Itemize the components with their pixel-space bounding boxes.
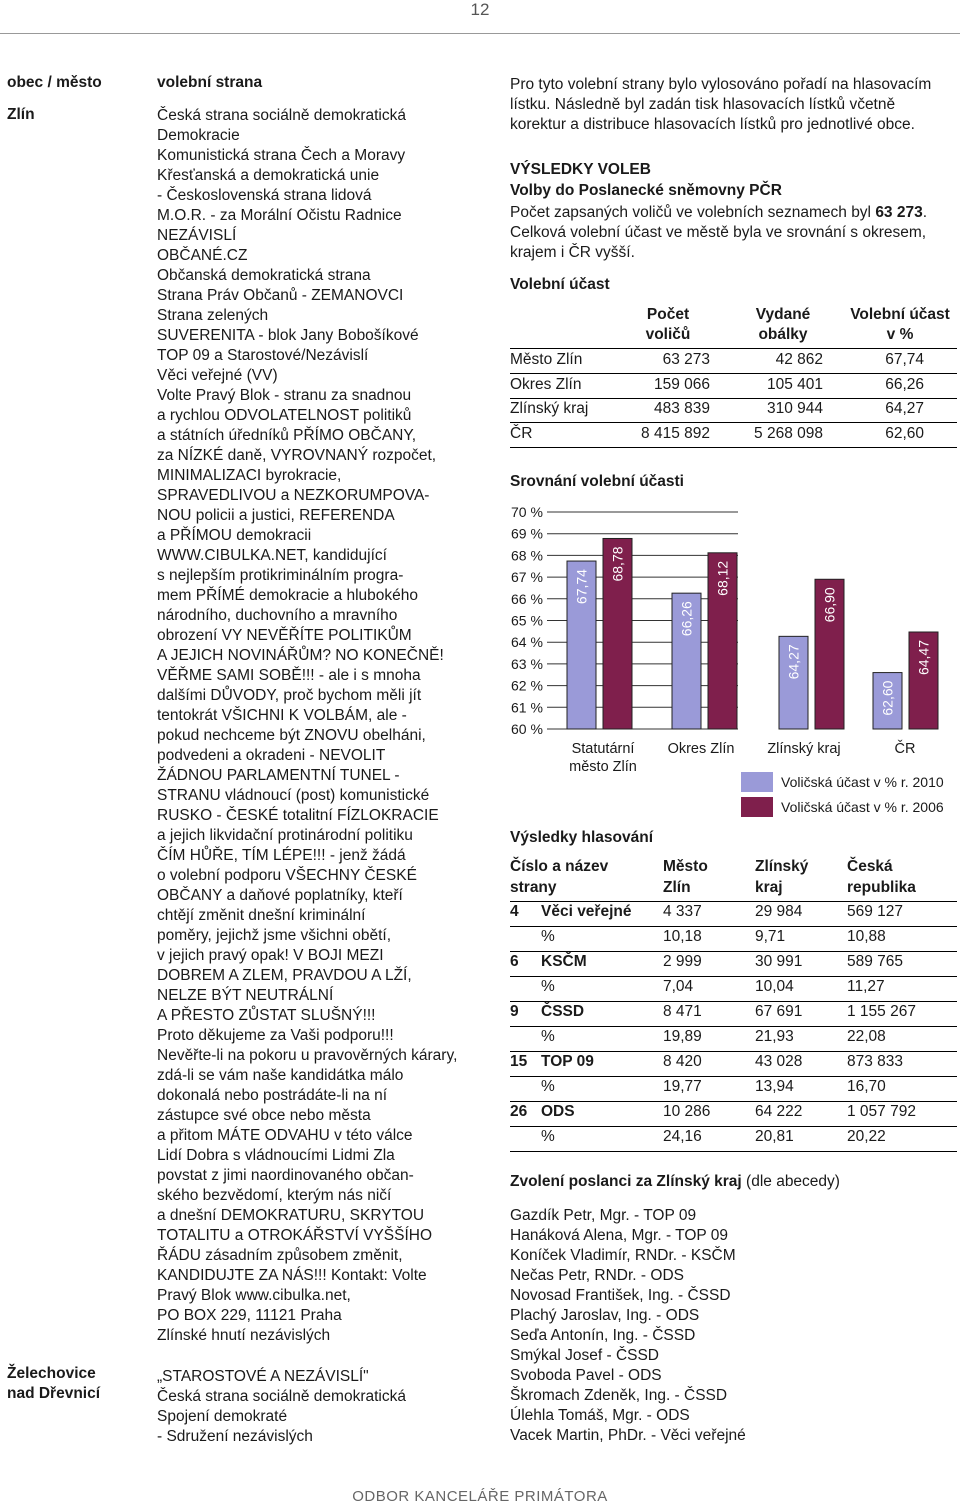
- table-rule: [510, 1076, 957, 1077]
- party-name-line: A PŘESTO ZŮSTAT SLUŠNÝ!!!: [157, 1007, 376, 1024]
- party-name-line: Křesťanská a demokratická unie: [157, 167, 380, 184]
- party-number: 6: [510, 953, 519, 970]
- pct-kraj: 9,71: [755, 928, 786, 945]
- turnout-col-pct: Volební účast v %: [850, 306, 950, 343]
- data-label: 64,47: [915, 640, 932, 676]
- party-name-line: SUVERENITA - blok Jany Bobošíkové: [157, 327, 419, 344]
- party-name-line: a státních úředníků PŘÍMO OBČANY,: [157, 427, 417, 444]
- elected-deputy: Gazdík Petr, Mgr. - TOP 09: [510, 1207, 697, 1224]
- elected-deputy: Koníček Vladimír, RNDr. - KSČM: [510, 1247, 736, 1264]
- votes-kraj: 29 984: [755, 903, 803, 920]
- party-name: ČSSD: [541, 1003, 585, 1020]
- votes-zlin: 8 420: [663, 1053, 702, 1070]
- turnout-cell-envelopes: 310 944: [766, 400, 823, 417]
- votes-cr: 1 057 792: [847, 1103, 916, 1120]
- party-name-line: RUSKO - ČESKÉ totalitní FÍZLOKRACIE: [157, 807, 439, 824]
- elected-heading: Zvolení poslanci za Zlínský kraj (dle abecedy): [510, 1173, 840, 1190]
- turnout-cell-pct: 62,60: [885, 424, 924, 442]
- party-name-line: tentokrát VŠICHNI K VOLBÁM, ale -: [157, 707, 407, 724]
- party-name-line: ŽÁDNOU PARLAMENTNÍ TUNEL -: [157, 767, 400, 784]
- table-rule: [510, 1151, 957, 1152]
- elected-deputy: Nečas Petr, RNDr. - ODS: [510, 1267, 684, 1284]
- party-name-line: mem PŘÍMÉ demokracie a hlubokého: [157, 587, 419, 604]
- table-row: [510, 398, 957, 423]
- pct-kraj: 10,04: [755, 978, 794, 995]
- y-tick-label: 60 %: [511, 721, 543, 737]
- party-table-header: Česká: [847, 858, 893, 875]
- party-name-line: chtějí změnit dnešní kriminální: [157, 907, 366, 924]
- elected-deputy: Seďa Antonín, Ing. - ČSSD: [510, 1327, 696, 1344]
- party-name-line: a PŘÍMOU demokracii: [157, 527, 312, 544]
- votes-kraj: 67 691: [755, 1003, 803, 1020]
- party-number: 15: [510, 1053, 528, 1070]
- party-name: KSČM: [541, 953, 587, 970]
- votes-cr: 569 127: [847, 903, 904, 920]
- party-name-line: zástupce své obce nebo města: [157, 1107, 371, 1124]
- pct-zlin: 7,04: [663, 978, 694, 995]
- data-label: 67,74: [573, 569, 590, 605]
- y-tick-label: 64 %: [511, 634, 543, 651]
- legend-swatch: [741, 797, 773, 817]
- party-name-line: NEZÁVISLÍ: [157, 227, 237, 244]
- party-name-line: OBČANY a daňové poplatníky, kteří: [157, 887, 403, 904]
- party-name-line: Demokracie: [157, 127, 240, 144]
- table-row: [510, 423, 957, 448]
- table-rule: [510, 1101, 957, 1102]
- top-divider: [0, 33, 960, 34]
- pct-zlin: 19,77: [663, 1078, 702, 1095]
- party-name-line: VĚŘME SAMI SOBĚ!!! - ale i s mnoha: [157, 667, 421, 684]
- party-name-line: Volte Pravý Blok - stranu za snadnou: [157, 387, 412, 404]
- party-table-header: Město: [663, 858, 708, 875]
- party-list-zlin: [157, 106, 457, 1346]
- party-name-line: MINIMALIZACI byrokracie,: [157, 467, 342, 484]
- votes-cr: 873 833: [847, 1053, 904, 1070]
- party-name-line: ŘÁDU zásadním způsobem změnit,: [157, 1247, 403, 1264]
- data-label: 66,26: [678, 601, 695, 637]
- turnout-heading: Volební účast: [510, 276, 610, 293]
- party-name: TOP 09: [541, 1053, 594, 1070]
- y-tick-label: 61 %: [511, 699, 543, 716]
- turnout-cell-envelopes: 5 268 098: [754, 424, 823, 442]
- turnout-cell-name: Zlínský kraj: [510, 400, 589, 417]
- y-tick-label: 65 %: [511, 612, 543, 629]
- party-name-line: s nejlepším protikriminálním progra-: [157, 567, 404, 584]
- party-name-line: ČÍM HŮŘE, TÍM LÉPE!!! - jenž žádá: [157, 847, 406, 864]
- y-tick-label: 67 %: [511, 569, 543, 586]
- table-rule: [510, 1026, 957, 1027]
- percent-label: %: [541, 1128, 555, 1145]
- pct-cr: 22,08: [847, 1028, 886, 1045]
- x-category-label: město Zlín: [569, 759, 637, 775]
- party-name-line: Proto děkujeme za Vaši podporu!!!: [157, 1027, 394, 1044]
- table-rule: [510, 1001, 957, 1002]
- page-number: 12: [470, 0, 490, 19]
- party-name-line: A JEJICH NOVINÁŘŮM? NO KONEČNĚ!: [157, 647, 444, 664]
- party-name-line: NOU policii a justici, REFERENDA: [157, 507, 395, 524]
- x-category-label: ČR: [894, 741, 916, 757]
- party-name-line: ského bezvědomí, kterým nás ničí: [157, 1187, 392, 1204]
- party-name-line: a přitom MÁTE ODVAHU v této válce: [157, 1127, 413, 1144]
- percent-label: %: [541, 928, 555, 945]
- elected-deputy: Novosad František, Ing. - ČSSD: [510, 1287, 731, 1304]
- votes-cr: 589 765: [847, 953, 904, 970]
- party-name-line: DOBREM A ZLEM, PRAVDOU A LŽÍ,: [157, 967, 412, 984]
- party-name-line: Lidí Dobra s vládnoucími Lidmi Zla: [157, 1147, 395, 1164]
- votes-kraj: 43 028: [755, 1053, 803, 1070]
- pct-zlin: 19,89: [663, 1028, 702, 1045]
- table-rule: [510, 1051, 957, 1052]
- y-tick-label: 69 %: [511, 525, 543, 542]
- data-label: 62,60: [879, 680, 896, 716]
- legend-label: Voličská účast v % r. 2010: [781, 774, 944, 790]
- party-name-line: a jejich likvidační protinárodní politiku: [157, 827, 413, 844]
- voters-line: Počet zapsaných voličů ve volebních seznamech byl 63 273.: [510, 204, 928, 221]
- x-category-label: Zlínský kraj: [767, 741, 841, 757]
- party-name-line: Komunistická strana Čech a Moravy: [157, 147, 406, 164]
- x-category-label: Okres Zlín: [667, 741, 735, 757]
- elected-deputy: Úlehla Tomáš, Mgr. - ODS: [510, 1407, 690, 1424]
- votes-zlin: 8 471: [663, 1003, 702, 1020]
- party-name-line: Strana Práv Občanů - ZEMANOVCI: [157, 287, 404, 304]
- header-obec: obec / město: [7, 74, 102, 91]
- pct-cr: 20,22: [847, 1128, 886, 1145]
- pct-kraj: 21,93: [755, 1028, 794, 1045]
- pct-zlin: 24,16: [663, 1128, 702, 1145]
- table-row: [510, 374, 957, 399]
- party-name-line: povstat z jimi naordinovaného občan-: [157, 1167, 414, 1184]
- y-tick-label: 63 %: [511, 655, 543, 672]
- party-table-header: Zlín: [663, 879, 691, 896]
- turnout-cell-name: Okres Zlín: [510, 375, 582, 393]
- table-rule: [510, 951, 957, 952]
- table-rule: [510, 1126, 957, 1127]
- party-name-line: - Sdružení nezávislých: [157, 1428, 313, 1445]
- party-name-line: Pravý Blok www.cibulka.net,: [157, 1287, 351, 1304]
- party-name-line: Věci veřejné (VV): [157, 367, 278, 384]
- voters-count: 63 273: [875, 204, 923, 221]
- party-table-header: Číslo a název: [510, 858, 609, 875]
- party-name-line: Spojení demokraté: [157, 1408, 288, 1425]
- turnout-cell-voters: 8 415 892: [641, 424, 710, 442]
- y-tick-label: 70 %: [511, 504, 543, 520]
- turnout-cell-voters: 63 273: [662, 351, 710, 368]
- party-name-line: dalšími DŮVODY, proč bychom měli jít: [157, 687, 422, 704]
- party-name-line: pokud nechceme být ZNOVU obelháni,: [157, 727, 426, 744]
- results-subtitle: Volby do Poslanecké sněmovny PČR: [510, 182, 782, 199]
- elected-deputy: Vacek Martin, PhDr. - Věci veřejné: [510, 1427, 746, 1444]
- footer: ODBOR KANCELÁŘE PRIMÁTORA: [352, 1488, 608, 1505]
- elected-deputy: Plachý Jaroslav, Ing. - ODS: [510, 1307, 700, 1324]
- party-name-line: Nevěřte-li na pokoru u pravověrných kárary,: [157, 1047, 458, 1064]
- turnout-cell-pct: 66,26: [885, 375, 924, 393]
- turnout-cell-name: Město Zlín: [510, 351, 583, 368]
- party-name-line: TOP 09 a Starostové/Nezávislí: [157, 347, 369, 364]
- votes-zlin: 4 337: [663, 903, 702, 920]
- y-tick-label: 68 %: [511, 547, 543, 564]
- table-row: [510, 349, 957, 374]
- elected-deputy: Smýkal Josef - ČSSD: [510, 1347, 660, 1364]
- town-zelechovice-2: nad Dřevnicí: [7, 1385, 101, 1402]
- pct-zlin: 10,18: [663, 928, 702, 945]
- party-name: Věci veřejné: [541, 903, 632, 920]
- turnout-cell-pct: 67,74: [885, 351, 924, 368]
- turnout-cell-envelopes: 42 862: [775, 351, 823, 368]
- elected-deputy: Hanáková Alena, Mgr. - TOP 09: [510, 1227, 728, 1244]
- results-title: VÝSLEDKY VOLEB: [510, 161, 651, 178]
- party-name-line: Strana zelených: [157, 307, 269, 324]
- votes-zlin: 2 999: [663, 953, 702, 970]
- data-label: 68,12: [714, 560, 731, 596]
- party-name-line: „STAROSTOVÉ A NEZÁVISLÍ": [157, 1368, 369, 1385]
- intro-line: korektur a distribuce hlasovacích lístků pro jednotlivé obce.: [510, 116, 915, 133]
- party-name-line: Občanská demokratická strana: [157, 267, 371, 284]
- votes-kraj: 30 991: [755, 953, 803, 970]
- party-name-line: obrození VY NEVĚŘÍTE POLITIKŮM: [157, 627, 412, 644]
- party-list-zelechovice: [157, 1367, 406, 1447]
- table-rule: [510, 901, 957, 902]
- pct-cr: 11,27: [847, 978, 885, 995]
- intro-line: lístku. Následně byl zadán tisk hlasovacích lístků včetně: [510, 96, 896, 113]
- party-name-line: M.O.R. - za Morální Očistu Radnice: [157, 207, 402, 224]
- party-name-line: SPRAVEDLIVOU a NEZKORUMPOVA-: [157, 487, 430, 504]
- turnout-cell-voters: 483 839: [653, 400, 710, 417]
- intro-text: [510, 75, 931, 135]
- turnout-col-envelopes: Vydané obálky: [755, 306, 811, 343]
- party-table-header: republika: [847, 879, 916, 896]
- party-name-line: Česká strana sociálně demokratická: [157, 107, 406, 124]
- party-number: 4: [510, 903, 519, 920]
- table-rule: [510, 976, 957, 977]
- party-name-line: zdá-li se vám naše kandidátka málo: [157, 1067, 404, 1084]
- party-name-line: KANDIDUJTE ZA NÁS!!! Kontakt: Volte: [157, 1267, 427, 1284]
- turnout-text-1: Celková volební účast ve městě byla ve srovnání s okresem,: [510, 224, 927, 241]
- turnout-cell-name: ČR: [510, 424, 533, 442]
- turnout-text-2: krajem i ČR vyšší.: [510, 244, 635, 261]
- data-label: 66,90: [821, 587, 838, 623]
- intro-line: Pro tyto volební strany bylo vylosováno pořadí na hlasovacím: [510, 76, 932, 93]
- party-name-line: - Československá strana lidová: [157, 187, 372, 204]
- party-table-header: strany: [510, 879, 557, 896]
- elected-list: [510, 1206, 746, 1446]
- party-name-line: PO BOX 229, 11121 Praha: [157, 1307, 342, 1324]
- legend-swatch: [741, 772, 773, 792]
- y-tick-label: 62 %: [511, 677, 543, 694]
- data-label: 68,78: [609, 546, 626, 582]
- party-name-line: o volební podporu VŠECHNY ČESKÉ: [157, 867, 417, 884]
- x-category-label: Statutární: [571, 741, 635, 757]
- votes-zlin: 10 286: [663, 1103, 711, 1120]
- pct-cr: 10,88: [847, 928, 886, 945]
- party-number: 26: [510, 1103, 528, 1120]
- party-name-line: za NÍZKÉ daně, VYROVNANÝ rozpočet,: [157, 447, 437, 464]
- table-rule: [510, 926, 957, 927]
- pct-kraj: 13,94: [755, 1078, 794, 1095]
- turnout-cell-pct: 64,27: [885, 400, 924, 417]
- turnout-chart: [505, 495, 960, 825]
- party-name-line: WWW.CIBULKA.NET, kandidující: [157, 547, 387, 564]
- percent-label: %: [541, 1028, 555, 1045]
- party-name-line: TOTALITU a OTROKÁŘSTVÍ VYŠŠÍHO: [157, 1227, 433, 1244]
- party-name-line: dokonalá nebo postrádáte-li na ní: [157, 1087, 388, 1104]
- party-name-line: podvedeni a okradeni - NEVOLIT: [157, 747, 386, 764]
- turnout-col-voters: Počet voličů: [645, 306, 691, 343]
- votes-kraj: 64 222: [755, 1103, 803, 1120]
- pct-cr: 16,70: [847, 1078, 886, 1095]
- elected-deputy: Svoboda Pavel - ODS: [510, 1367, 662, 1384]
- party-name-line: národního, duchovního a mravního: [157, 607, 398, 624]
- turnout-cell-voters: 159 066: [653, 375, 710, 393]
- party-table-header: kraj: [755, 879, 783, 896]
- party-name-line: a dnešní DEMOKRATURU, SKRYTOU: [157, 1207, 425, 1224]
- party-name-line: Zlínské hnutí nezávislých: [157, 1327, 331, 1344]
- data-label: 64,27: [785, 644, 802, 680]
- results-heading: Výsledky hlasování: [510, 829, 654, 846]
- party-name-line: NELZE BÝT NEUTRÁLNÍ: [157, 987, 334, 1004]
- y-tick-label: 66 %: [511, 590, 543, 607]
- elected-deputy: Škromach Zdeněk, Ing. - ČSSD: [510, 1387, 728, 1404]
- pct-kraj: 20,81: [755, 1128, 794, 1145]
- turnout-cell-envelopes: 105 401: [766, 375, 823, 393]
- town-zlin: Zlín: [7, 106, 35, 123]
- chart-heading: Srovnání volební účasti: [510, 473, 684, 490]
- votes-cr: 1 155 267: [847, 1003, 916, 1020]
- party-name: ODS: [541, 1103, 575, 1120]
- percent-label: %: [541, 1078, 555, 1095]
- party-name-line: Česká strana sociálně demokratická: [157, 1388, 406, 1405]
- town-zelechovice-1: Želechovice: [7, 1365, 96, 1382]
- party-name-line: a rychlou ODVOLATELNOST politiků: [157, 407, 412, 424]
- party-name-line: v jejich pravý opak! V BOJI MEZI: [157, 947, 384, 964]
- header-strana: volební strana: [157, 74, 263, 91]
- party-name-line: poměry, jejichž jsme všichni obětí,: [157, 927, 392, 944]
- legend-label: Voličská účast v % r. 2006: [781, 799, 944, 815]
- party-table-header: Zlínský: [755, 858, 809, 875]
- party-name-line: STRANU vládnoucí (post) komunistické: [157, 787, 430, 804]
- party-number: 9: [510, 1003, 519, 1020]
- party-name-line: OBČANÉ.CZ: [157, 247, 248, 264]
- percent-label: %: [541, 978, 555, 995]
